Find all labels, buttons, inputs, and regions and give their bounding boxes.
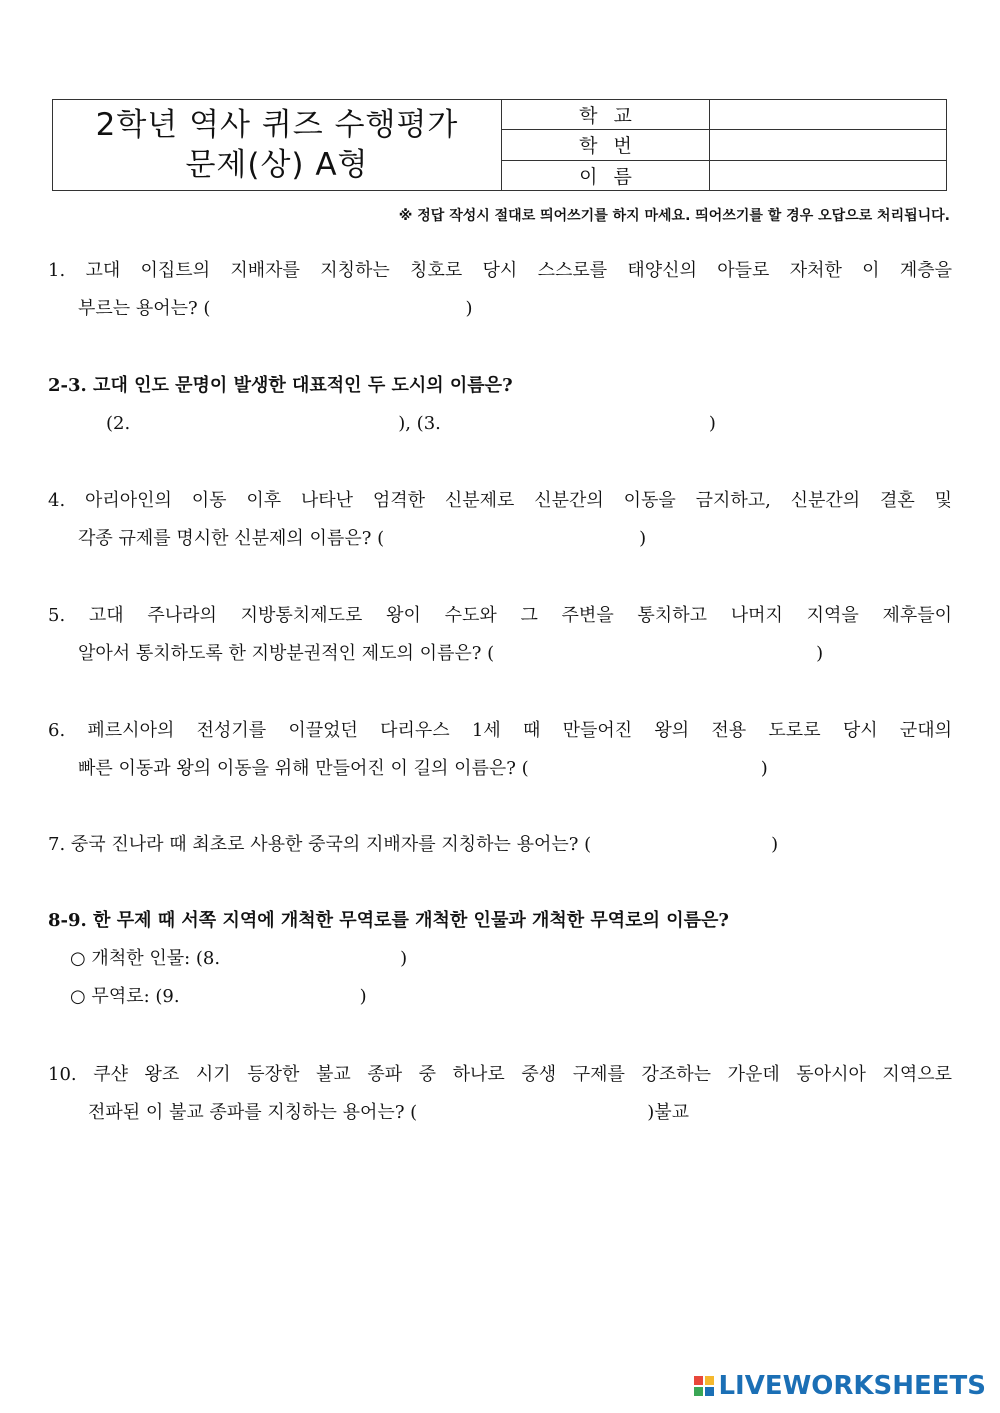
question-5-prompt: 알아서 통치하도록 한 지방분권적인 제도의 이름은? (	[78, 643, 495, 664]
question-8-item	[48, 940, 952, 978]
spacing-notice: ※ 정답 작성시 절대로 띄어쓰기를 하지 마세요. 띄어쓰기를 할 경우 오답으로 처리됩니다.	[398, 208, 950, 224]
question-10-prompt: 전파된 이 불교 종파를 지칭하는 용어는? (	[88, 1102, 418, 1123]
question-2-3-answers	[48, 405, 952, 443]
question-5-close: )	[816, 643, 824, 664]
question-10	[48, 1056, 952, 1132]
question-1-prompt: 부르는 용어는? (	[78, 298, 211, 319]
name-label: 이름	[502, 161, 710, 190]
question-2-3-title: 2-3. 고대 인도 문명이 발생한 대표적인 두 도시의 이름은?	[48, 375, 513, 396]
question-9-item	[48, 978, 952, 1016]
question-1-line2	[48, 290, 952, 328]
header-table	[52, 99, 947, 191]
liveworksheets-logo	[694, 1371, 986, 1401]
info-row-student-number	[502, 130, 946, 160]
question-7-prompt: 7. 중국 진나라 때 최초로 사용한 중국의 지배자를 지칭하는 용어는? (	[48, 834, 592, 855]
question-5-line2	[48, 635, 952, 673]
worksheet-subtitle: 문제(상) A형	[185, 147, 369, 183]
info-row-name	[502, 161, 946, 190]
question-1-line1: 1. 고대 이집트의 지배자를 지칭하는 칭호로 당시 스스로를 태양신의 아들로 자처한 이 계층을	[48, 260, 952, 281]
answer-3-close: )	[708, 413, 716, 434]
question-4-line2	[48, 520, 952, 558]
question-1	[48, 252, 952, 328]
info-row-school	[502, 100, 946, 130]
question-4-prompt: 각종 규제를 명시한 신분제의 이름은? (	[78, 528, 385, 549]
question-5	[48, 597, 952, 673]
question-6-line1: 6. 페르시아의 전성기를 이끌었던 다리우스 1세 때 만들어진 왕의 전용 도로로 당시 군대의	[48, 720, 952, 741]
question-4-line1: 4. 아리아인의 이동 이후 나타난 엄격한 신분제로 신분간의 이동을 금지하고, 신분간의 결혼 및	[48, 490, 952, 511]
question-6-close: )	[760, 758, 768, 779]
question-6-line2	[48, 750, 952, 788]
question-2-3	[48, 367, 952, 443]
question-8-9-title: 8-9. 한 무제 때 서쪽 지역에 개척한 무역로를 개척한 인물과 개척한 무역로의 이름은?	[48, 910, 729, 931]
question-7-line	[48, 826, 952, 864]
question-4	[48, 482, 952, 558]
student-info	[502, 100, 946, 190]
school-label: 학교	[502, 100, 710, 129]
question-8-prompt: ○ 개척한 인물: (8.	[70, 948, 221, 969]
worksheet-title: 2학년 역사 퀴즈 수행평가	[95, 107, 459, 143]
question-10-line2	[48, 1094, 952, 1132]
title-cell	[53, 100, 502, 190]
question-8-close: )	[400, 948, 408, 969]
logo-mark-icon	[694, 1376, 714, 1396]
name-field[interactable]	[710, 161, 946, 190]
question-10-suffix: )불교	[647, 1102, 690, 1123]
logo-square-yellow-icon	[705, 1376, 714, 1385]
question-9-close: )	[359, 986, 367, 1007]
logo-square-green-icon	[694, 1387, 703, 1396]
question-7-close: )	[771, 834, 779, 855]
question-4-close: )	[639, 528, 647, 549]
student-number-label: 학번	[502, 130, 710, 159]
student-number-field[interactable]	[710, 130, 946, 159]
logo-square-blue-icon	[705, 1387, 714, 1396]
answer-2-open: (2.	[106, 413, 131, 434]
question-5-line1: 5. 고대 주나라의 지방통치제도로 왕이 수도와 그 주변을 통치하고 나머지 지역을 제후들이	[48, 605, 952, 626]
answer-3-open: ), (3.	[398, 413, 441, 434]
question-7	[48, 826, 952, 864]
logo-text: LIVEWORKSHEETS	[718, 1371, 986, 1401]
question-9-prompt: ○ 무역로: (9.	[70, 986, 180, 1007]
question-1-close: )	[465, 298, 473, 319]
question-8-9	[48, 902, 952, 1016]
question-6-prompt: 빠른 이동과 왕의 이동을 위해 만들어진 이 길의 이름은? (	[78, 758, 529, 779]
school-field[interactable]	[710, 100, 946, 129]
logo-square-red-icon	[694, 1376, 703, 1385]
question-6	[48, 712, 952, 788]
question-10-line1: 10. 쿠샨 왕조 시기 등장한 불교 종파 중 하나로 중생 구제를 강조하는 가운데 동아시아 지역으로	[48, 1064, 952, 1085]
